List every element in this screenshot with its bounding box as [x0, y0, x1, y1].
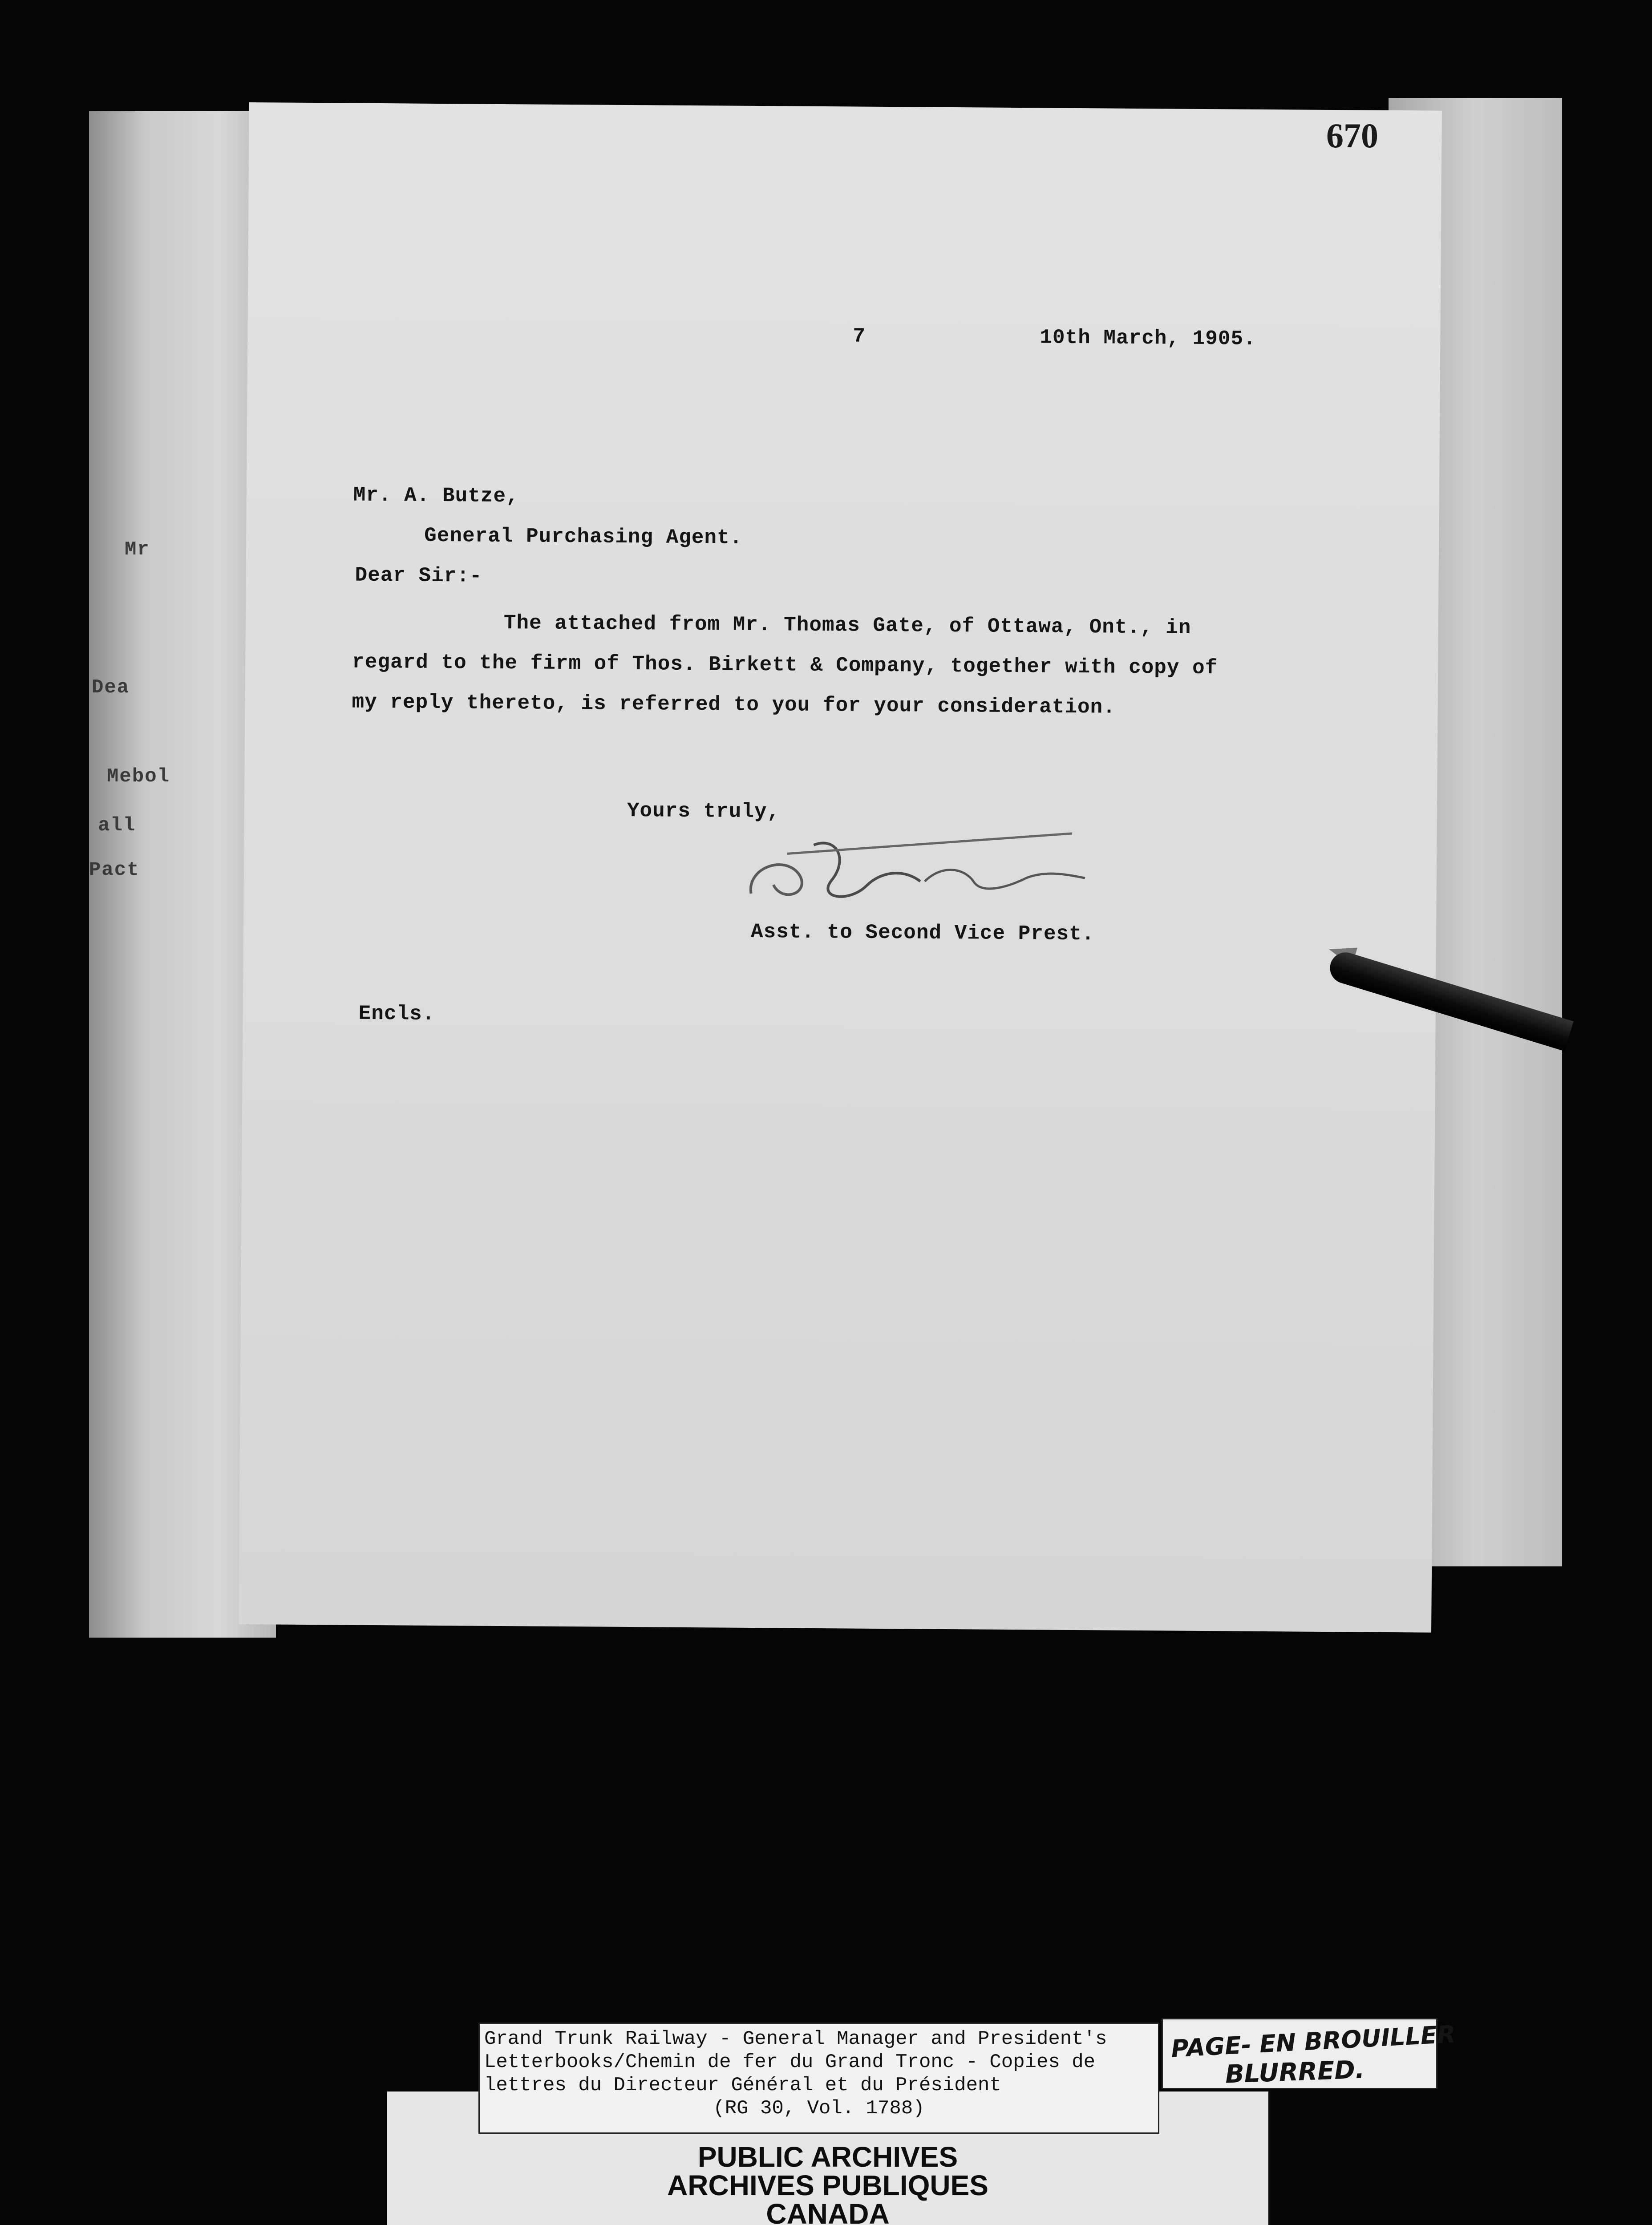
- archive-stamp: [387, 2143, 1268, 2225]
- archive-caption: [478, 2023, 1159, 2134]
- left-page-fragment: Dea: [92, 676, 130, 699]
- body-line: The attached from Mr. Thomas Gate, of Ottawa, Ont., in: [503, 611, 1191, 639]
- caption-line: (RG 30, Vol. 1788): [713, 2097, 925, 2120]
- enclosure-note: Encls.: [358, 1002, 435, 1026]
- note-line: BLURRED.: [1224, 2055, 1365, 2089]
- body-line: my reply thereto, is referred to you for your consideration.: [352, 690, 1116, 719]
- left-page-fragment: Mebol: [107, 765, 170, 788]
- archive-stamp-line: PUBLIC ARCHIVES: [697, 2141, 958, 2173]
- caption-line: Grand Trunk Railway - General Manager and President's: [484, 2028, 1107, 2050]
- salutation: Dear Sir:-: [355, 563, 482, 588]
- left-page-fragment: Mr: [125, 538, 150, 561]
- note-line: PAGE- EN BROUILLER: [1170, 2020, 1456, 2063]
- letter-date: 10th March, 1905.: [1040, 326, 1256, 351]
- handwritten-note: [1162, 2018, 1456, 2089]
- body-line: regard to the firm of Thos. Birkett & Company, together with copy of: [352, 650, 1218, 680]
- signer-title: Asst. to Second Vice Prest.: [750, 920, 1095, 946]
- archive-stamp-line: ARCHIVES PUBLIQUES: [667, 2169, 988, 2201]
- folio-number: 670: [1326, 116, 1378, 155]
- archive-stamp-line: CANADA: [766, 2198, 890, 2225]
- signature-mark: [733, 827, 1098, 918]
- left-page-fragment: Pact: [89, 859, 140, 881]
- addressee-title: General Purchasing Agent.: [424, 524, 743, 550]
- left-page-fragment: all: [98, 814, 136, 837]
- caption-line: Letterbooks/Chemin de fer du Grand Tronc - Copies de: [484, 2051, 1096, 2073]
- addressee-name: Mr. A. Butze,: [353, 483, 519, 508]
- letter-sheet: [239, 102, 1442, 1633]
- closing: Yours truly,: [627, 799, 780, 824]
- caption-line: lettres du Directeur Général et du Président: [484, 2074, 1001, 2096]
- page-mark: 7: [853, 324, 866, 348]
